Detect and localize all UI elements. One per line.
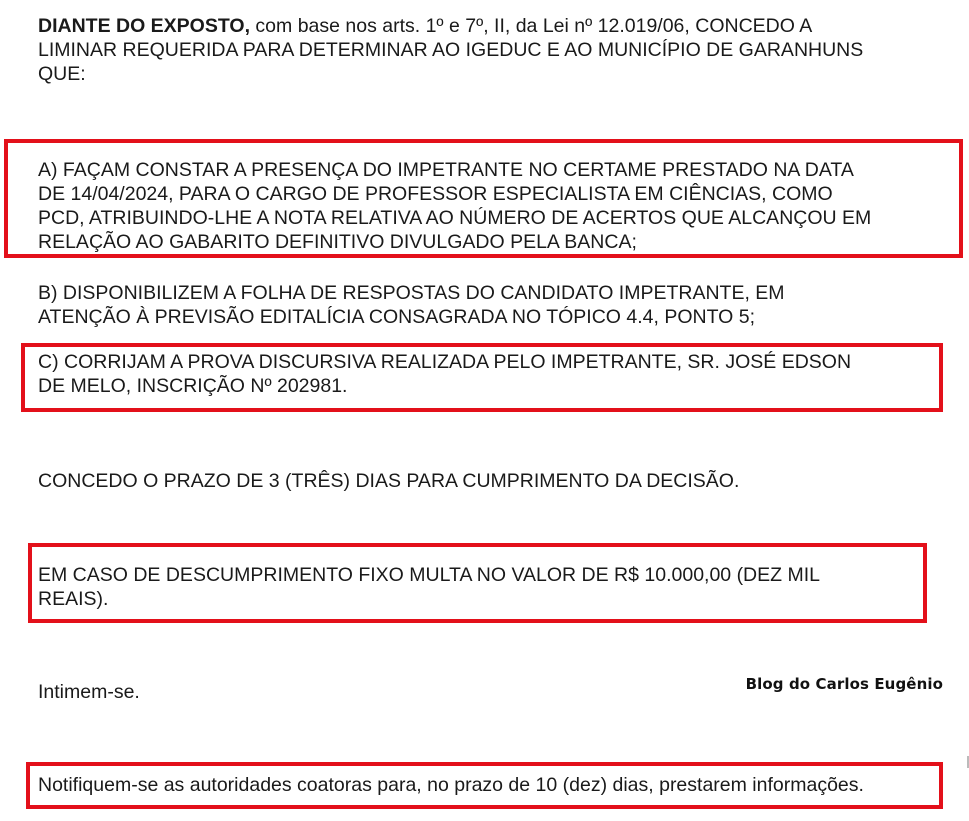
intimem-paragraph: Intimem-se. xyxy=(38,681,140,703)
item-c-line-2: DE MELO, INSCRIÇÃO Nº 202981. xyxy=(38,375,348,397)
item-b-paragraph xyxy=(38,281,785,329)
prazo-paragraph: CONCEDO O PRAZO DE 3 (TRÊS) DIAS PARA CUMPRIMENTO DA DECISÃO. xyxy=(38,470,740,492)
notifiquem-paragraph: Notifiquem-se as autoridades coatoras para, no prazo de 10 (dez) dias, prestarem informações. xyxy=(38,774,864,796)
item-a-line-3: PCD, ATRIBUINDO-LHE A NOTA RELATIVA AO NÚMERO DE ACERTOS QUE ALCANÇOU EM xyxy=(38,207,872,229)
multa-paragraph xyxy=(38,563,820,611)
item-b-line-2: ATENÇÃO À PREVISÃO EDITALÍCIA CONSAGRADA NO TÓPICO 4.4, PONTO 5; xyxy=(38,306,755,328)
item-a-line-4: RELAÇÃO AO GABARITO DEFINITIVO DIVULGADO PELA BANCA; xyxy=(38,231,637,253)
blog-watermark: Blog do Carlos Eugênio xyxy=(745,675,943,693)
intro-line-1-rest: com base nos arts. 1º e 7º, II, da Lei nº 12.019/06, CONCEDO A xyxy=(250,15,813,37)
intro-bold-lead: DIANTE DO EXPOSTO, xyxy=(38,15,251,37)
intro-line-3: QUE: xyxy=(38,63,86,85)
page-edge-mark xyxy=(963,756,969,768)
intro-line-2: LIMINAR REQUERIDA PARA DETERMINAR AO IGEDUC E AO MUNICÍPIO DE GARANHUNS xyxy=(38,39,864,61)
item-a-paragraph xyxy=(38,158,871,254)
multa-line-1: EM CASO DE DESCUMPRIMENTO FIXO MULTA NO VALOR DE R$ 10.000,00 (DEZ MIL xyxy=(38,564,820,586)
item-b-line-1: B) DISPONIBILIZEM A FOLHA DE RESPOSTAS DO CANDIDATO IMPETRANTE, EM xyxy=(38,282,785,304)
item-c-line-1: C) CORRIJAM A PROVA DISCURSIVA REALIZADA PELO IMPETRANTE, SR. JOSÉ EDSON xyxy=(38,351,852,373)
item-a-line-2: DE 14/04/2024, PARA O CARGO DE PROFESSOR ESPECIALISTA EM CIÊNCIAS, COMO xyxy=(38,183,833,205)
intro-line-1 xyxy=(38,14,863,38)
item-c-paragraph xyxy=(38,350,851,398)
item-a-line-1: A) FAÇAM CONSTAR A PRESENÇA DO IMPETRANTE NO CERTAME PRESTADO NA DATA xyxy=(38,159,854,181)
intro-paragraph xyxy=(38,14,863,86)
multa-line-2: REAIS). xyxy=(38,588,109,610)
